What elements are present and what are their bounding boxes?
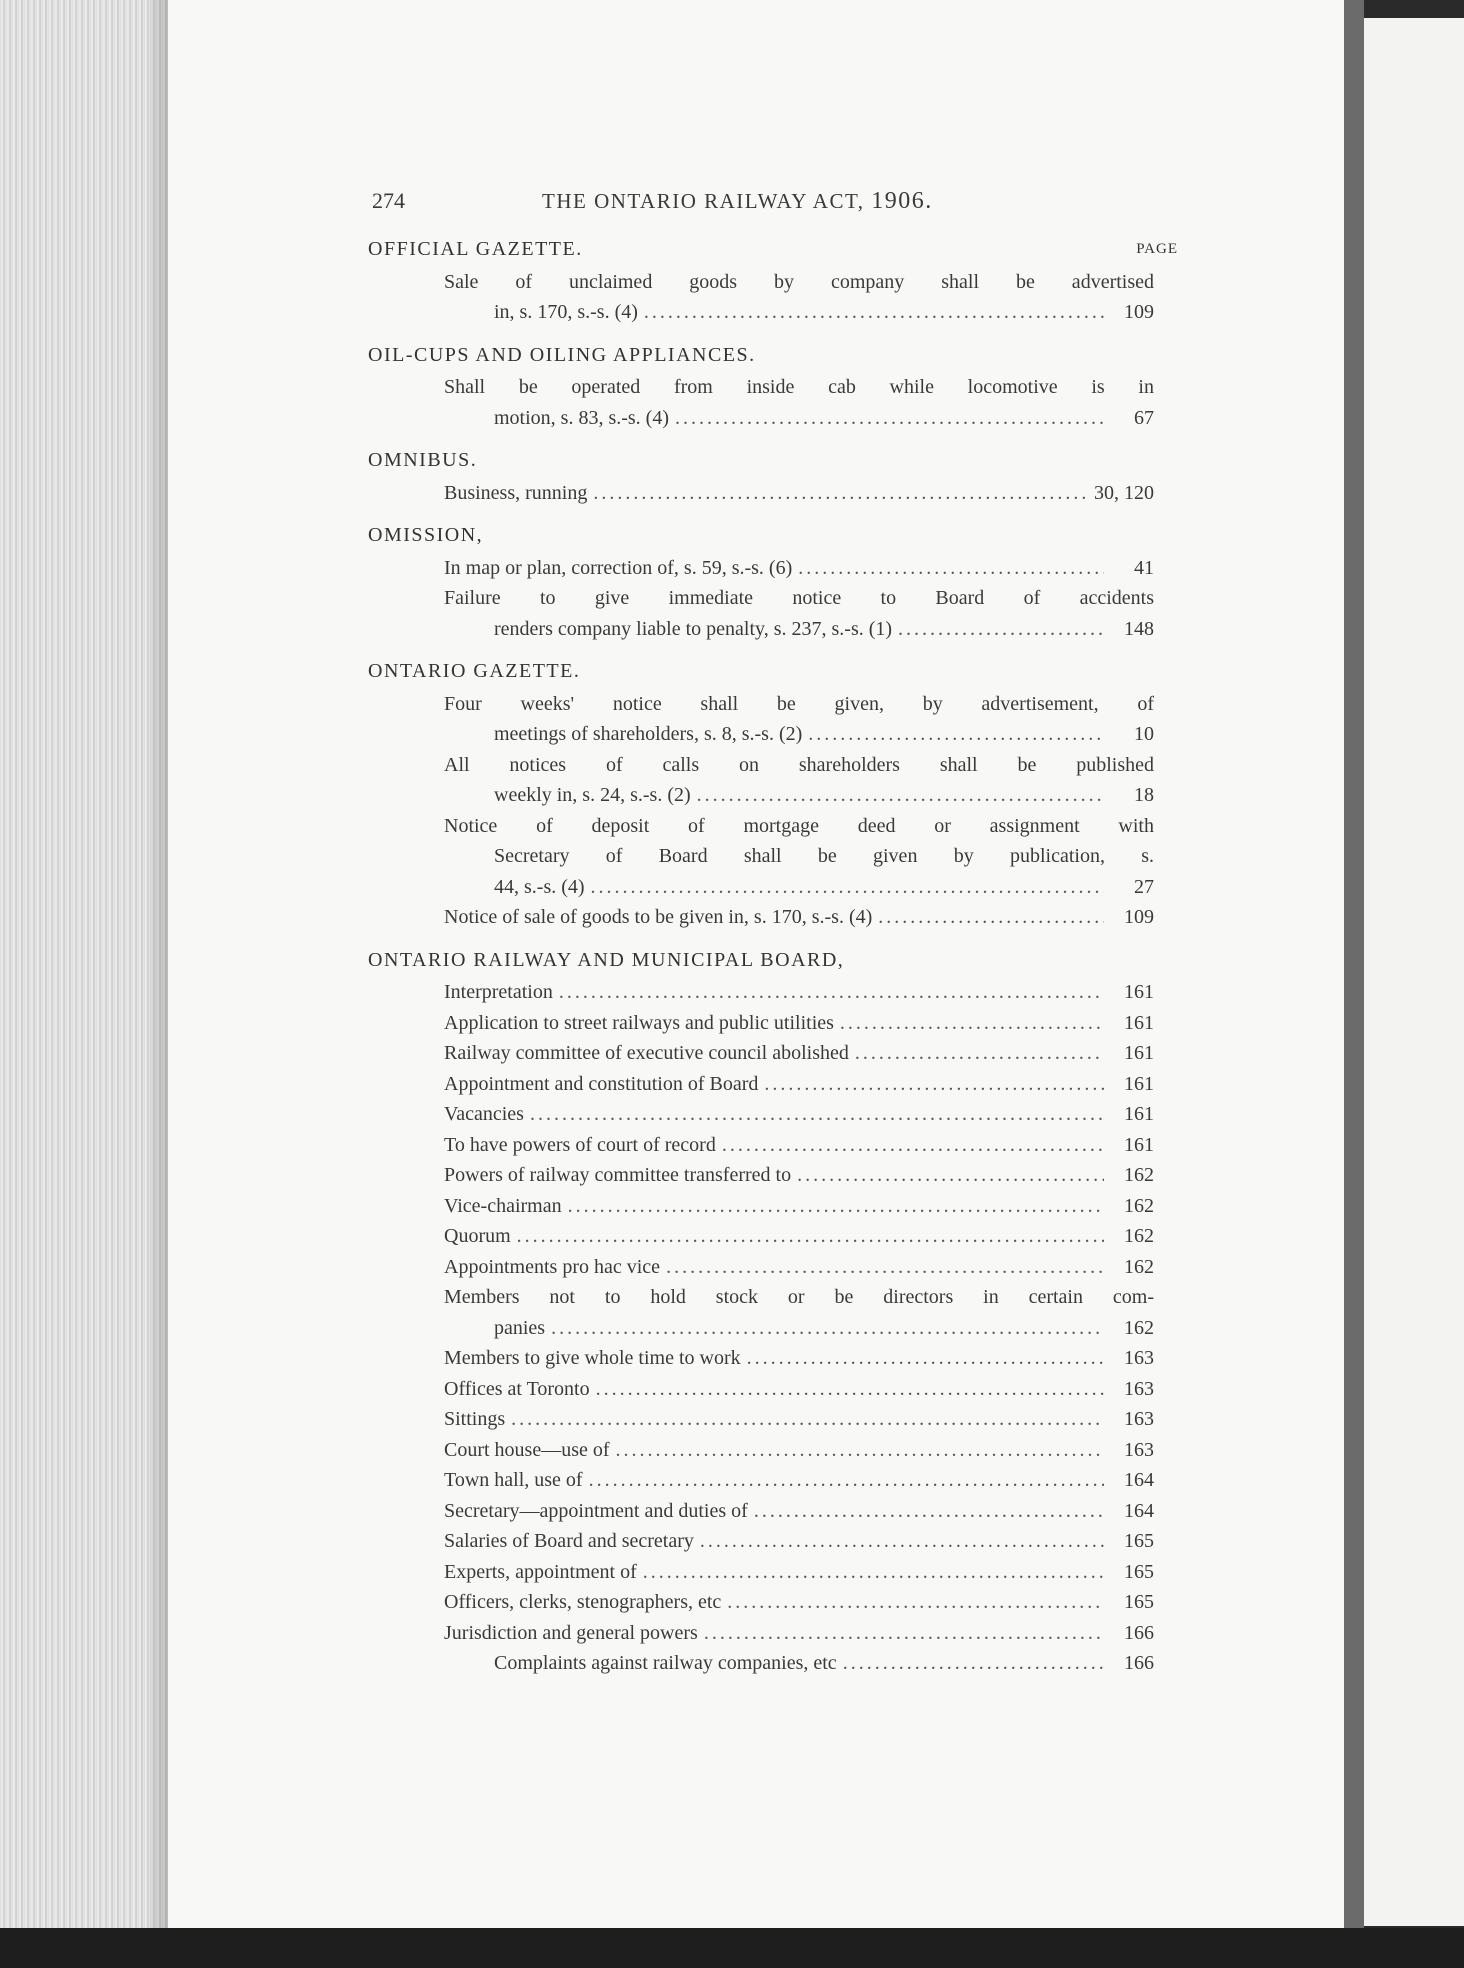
dot-leader (798, 553, 1104, 584)
entry-page-ref: 148 (1124, 617, 1154, 640)
entry-line: Sale of unclaimed goods by company shall be advertised (444, 270, 1154, 293)
entry-text: Application to street railways and public utilities (444, 1011, 834, 1034)
entry-last-line (444, 1160, 1154, 1191)
index-entry (368, 1404, 1188, 1435)
entry-line: Members not to hold stock or be directors in certain com- (444, 1286, 1154, 1308)
entry-text: Appointments pro hac vice (444, 1255, 661, 1278)
entry-page-ref: 163 (1124, 1377, 1154, 1400)
index-section (368, 656, 1188, 933)
index-entry (368, 750, 1188, 811)
entry-line: Failure to give immediate notice to Board of accidents (444, 587, 1154, 609)
entry-last-line (444, 1465, 1154, 1496)
entry-page-ref: 109 (1124, 906, 1154, 928)
section-heading-text: OMNIBUS. (368, 449, 478, 471)
dot-leader (511, 1404, 1104, 1435)
index-entry (368, 1343, 1188, 1374)
entry-text: Officers, clerks, stenographers, etc (444, 1591, 722, 1613)
book-page-edges (0, 0, 168, 1968)
entry-text: Town hall, use of (444, 1469, 583, 1491)
entry-line: Four weeks' notice shall be given, by advertisement, of (444, 692, 1154, 715)
index-entry (368, 1038, 1188, 1069)
dot-leader (589, 1465, 1104, 1496)
entry-text: Sittings (444, 1408, 506, 1430)
dot-leader (593, 478, 1088, 509)
entry-last-line (444, 1587, 1154, 1618)
section-heading (368, 234, 1188, 265)
entry-page-ref: 10 (1134, 723, 1154, 745)
dot-leader (764, 1069, 1104, 1100)
running-title (542, 186, 933, 217)
index-entry (368, 1465, 1188, 1496)
entry-page-ref: 161 (1124, 981, 1154, 1003)
entry-text: panies (494, 1316, 546, 1339)
entry-text: Court house—use of (444, 1438, 610, 1461)
entry-page-ref: 163 (1124, 1408, 1154, 1430)
dot-leader (878, 902, 1104, 933)
index-entry (368, 553, 1188, 584)
entry-text: Appointment and constitution of Board (444, 1072, 759, 1095)
entry-page-ref: 161 (1124, 1133, 1154, 1156)
dot-leader (559, 977, 1104, 1008)
dot-leader (568, 1191, 1104, 1222)
section-heading (368, 945, 1188, 976)
entry-last-line (444, 1038, 1154, 1069)
entry-last-line (444, 1404, 1154, 1435)
entry-text: Quorum (444, 1225, 511, 1247)
entry-text: Notice of sale of goods to be given in, s. 170, s.-s. (4) (444, 906, 873, 928)
dot-leader (551, 1313, 1104, 1344)
entry-page-ref: 162 (1124, 1164, 1154, 1186)
entry-last-line (444, 1069, 1154, 1100)
entry-page-ref: 18 (1134, 784, 1154, 806)
entry-page-ref: 163 (1124, 1438, 1154, 1461)
entry-text: Business, running (444, 481, 588, 504)
dot-leader (530, 1099, 1104, 1130)
entry-text: Railway committee of executive council abolished (444, 1042, 849, 1064)
entry-last-line (444, 977, 1154, 1008)
gutter-shadow (150, 0, 170, 1968)
running-head (368, 182, 1188, 222)
entry-page-ref: 41 (1134, 556, 1154, 579)
index-entry (368, 267, 1188, 328)
section-heading-text: ONTARIO RAILWAY AND MUNICIPAL BOARD, (368, 948, 845, 971)
entry-line: All notices of calls on shareholders shall be published (444, 753, 1154, 776)
entry-page-ref: 163 (1124, 1347, 1154, 1369)
index-entry (368, 1496, 1188, 1527)
dot-leader (591, 872, 1104, 903)
index-entry (368, 583, 1188, 644)
entry-page-ref: 161 (1124, 1072, 1154, 1095)
entry-last-line (444, 1648, 1154, 1679)
entry-last-line (444, 1526, 1154, 1557)
page-gutter (1344, 0, 1364, 1968)
dot-leader (616, 1435, 1104, 1466)
index-entry (368, 1374, 1188, 1405)
entry-text: Offices at Toronto (444, 1377, 590, 1400)
entry-last-line (444, 1313, 1154, 1344)
dot-leader (747, 1343, 1104, 1374)
entry-text: Members to give whole time to work (444, 1347, 741, 1369)
entry-last-line (444, 1130, 1154, 1161)
entry-page-ref: 165 (1124, 1560, 1154, 1583)
entry-page-ref: 162 (1124, 1316, 1154, 1339)
scan-border (0, 1928, 1464, 1968)
dot-leader (722, 1130, 1104, 1161)
dot-leader (727, 1587, 1104, 1618)
entry-last-line (444, 872, 1154, 903)
entry-last-line (444, 1374, 1154, 1405)
running-title-text: THE ONTARIO RAILWAY ACT, (542, 189, 865, 213)
section-heading-text: OMISSION, (368, 524, 484, 546)
entry-page-ref: 27 (1134, 875, 1154, 898)
entry-last-line (444, 719, 1154, 750)
dot-leader (700, 1526, 1104, 1557)
entry-last-line (444, 1343, 1154, 1374)
entry-last-line (444, 478, 1154, 509)
index-entry (368, 478, 1188, 509)
index-entry (368, 977, 1188, 1008)
entry-page-ref: 166 (1124, 1652, 1154, 1674)
entry-page-ref: 161 (1124, 1103, 1154, 1125)
entry-last-line (444, 1099, 1154, 1130)
entry-text: Interpretation (444, 981, 553, 1003)
index-entry (368, 1191, 1188, 1222)
dot-leader (797, 1160, 1104, 1191)
entry-text: Experts, appointment of (444, 1560, 637, 1583)
entry-page-ref: 161 (1124, 1042, 1154, 1064)
entry-page-ref: 162 (1124, 1255, 1154, 1278)
dot-leader (675, 403, 1104, 434)
entry-last-line (444, 902, 1154, 933)
dot-leader (697, 780, 1104, 811)
entry-text: 44, s.-s. (4) (494, 875, 585, 898)
dot-leader (843, 1648, 1104, 1679)
dot-leader (898, 614, 1104, 645)
entry-last-line (444, 780, 1154, 811)
entry-last-line (444, 1008, 1154, 1039)
facing-page (1364, 18, 1464, 1926)
entry-page-ref: 165 (1124, 1530, 1154, 1552)
entry-last-line (444, 297, 1154, 328)
index-entry (368, 1282, 1188, 1343)
section-heading (368, 656, 1188, 687)
entry-text: in, s. 170, s.-s. (4) (494, 301, 638, 323)
entry-text: Vice-chairman (444, 1194, 562, 1217)
dot-leader (855, 1038, 1104, 1069)
entry-line: Notice of deposit of mortgage deed or assignment with (444, 814, 1154, 837)
entry-text: Jurisdiction and general powers (444, 1621, 698, 1644)
section-heading-text: OFFICIAL GAZETTE. (368, 238, 583, 260)
entry-page-ref: 162 (1124, 1225, 1154, 1247)
entry-page-ref: 162 (1124, 1194, 1154, 1217)
index-section (368, 340, 1188, 434)
index-entry (368, 1435, 1188, 1466)
entry-line: Secretary of Board shall be given by publication, s. (494, 845, 1154, 867)
index-entry (368, 1221, 1188, 1252)
entry-page-ref: 164 (1124, 1499, 1154, 1522)
entry-page-ref: 165 (1124, 1591, 1154, 1613)
entry-text: weekly in, s. 24, s.-s. (2) (494, 784, 691, 806)
index-entry (368, 1648, 1188, 1679)
section-heading (368, 445, 1188, 476)
index-entry (368, 902, 1188, 933)
entry-page-ref: 166 (1124, 1621, 1154, 1644)
index-entry (368, 1557, 1188, 1588)
entry-text: motion, s. 83, s.-s. (4) (494, 406, 669, 429)
entry-last-line (444, 403, 1154, 434)
entry-page-ref: 67 (1134, 406, 1154, 429)
entry-page-ref: 161 (1124, 1011, 1154, 1034)
entry-text: Vacancies (444, 1103, 524, 1125)
entry-last-line (444, 1557, 1154, 1588)
entry-last-line (444, 1435, 1154, 1466)
section-heading-text: OIL-CUPS AND OILING APPLIANCES. (368, 343, 756, 366)
entry-text: To have powers of court of record (444, 1133, 716, 1156)
index-entry (368, 811, 1188, 903)
page-number: 274 (372, 188, 405, 213)
index-entry (368, 1526, 1188, 1557)
entry-page-ref: 164 (1124, 1469, 1154, 1491)
entry-last-line (444, 1496, 1154, 1527)
index-entry (368, 689, 1188, 750)
index-section (368, 445, 1188, 508)
entry-page-ref: 30, 120 (1094, 481, 1154, 504)
index-section (368, 520, 1188, 644)
index-entry (368, 1069, 1188, 1100)
entry-text: Complaints against railway companies, etc (494, 1652, 837, 1674)
entry-text: Salaries of Board and secretary (444, 1530, 694, 1552)
index-entry (368, 1587, 1188, 1618)
entry-last-line (444, 553, 1154, 584)
section-heading (368, 520, 1188, 551)
index-entry (368, 1252, 1188, 1283)
entry-last-line (444, 614, 1154, 645)
entry-text: Powers of railway committee transferred to (444, 1164, 792, 1186)
dot-leader (840, 1008, 1104, 1039)
dot-leader (596, 1374, 1104, 1405)
entry-line: Shall be operated from inside cab while locomotive is in (444, 376, 1154, 398)
dot-leader (666, 1252, 1104, 1283)
dot-leader (754, 1496, 1104, 1527)
entry-text: meetings of shareholders, s. 8, s.-s. (2) (494, 723, 803, 745)
index-entry (368, 372, 1188, 433)
entry-last-line (444, 1252, 1154, 1283)
index-content (368, 182, 1188, 1679)
entry-last-line (444, 1618, 1154, 1649)
dot-leader (704, 1618, 1104, 1649)
entry-page-ref: 109 (1124, 301, 1154, 323)
index-section (368, 234, 1188, 328)
index-entry (368, 1099, 1188, 1130)
entry-text: In map or plan, correction of, s. 59, s.-s. (6) (444, 556, 793, 579)
section-heading (368, 340, 1188, 371)
index-entry (368, 1618, 1188, 1649)
index-entry (368, 1130, 1188, 1161)
page-column-label: PAGE (1136, 241, 1178, 257)
entry-text: Secretary—appointment and duties of (444, 1499, 748, 1522)
dot-leader (643, 1557, 1104, 1588)
entry-last-line (444, 1221, 1154, 1252)
dot-leader (808, 719, 1104, 750)
running-title-year: 1906. (871, 188, 933, 214)
entry-text: renders company liable to penalty, s. 237, s.-s. (1) (494, 617, 893, 640)
dot-leader (644, 297, 1104, 328)
index-section (368, 945, 1188, 1679)
index-entry (368, 1008, 1188, 1039)
index-entry (368, 1160, 1188, 1191)
entry-last-line (444, 1191, 1154, 1222)
dot-leader (517, 1221, 1104, 1252)
section-heading-text: ONTARIO GAZETTE. (368, 660, 581, 682)
